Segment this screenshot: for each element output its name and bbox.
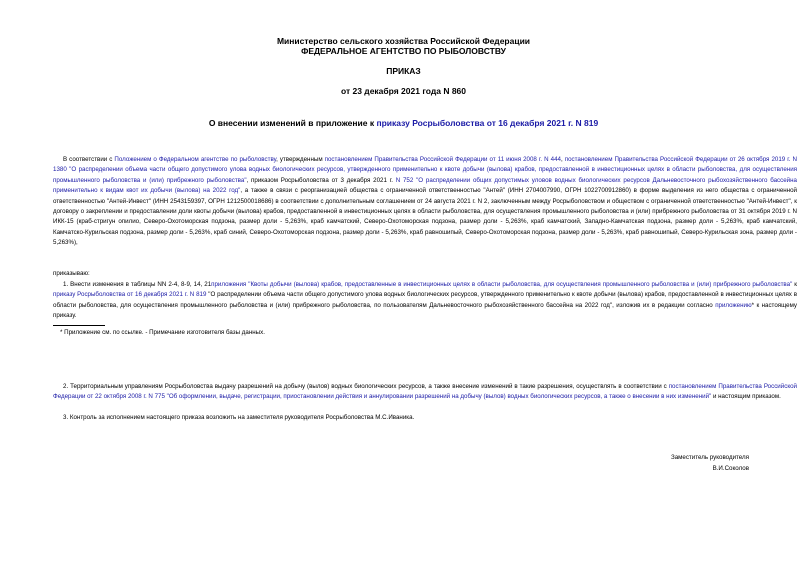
prikazyvayu-label: приказываю: (53, 270, 90, 277)
agency-title: ФЕДЕРАЛЬНОЕ АГЕНТСТВО ПО РЫБОЛОВСТВУ (301, 46, 506, 56)
item-1-text: 1. Внести изменения в таблицы NN 2-4, 8-9, 14, 21 (63, 281, 212, 288)
footnote-divider (53, 325, 105, 326)
preamble-paragraph (53, 155, 797, 249)
ministry-title: Министерство сельского хозяйства Российской Федерации (276, 36, 531, 46)
item-1-text: * к настоящему приказу. (53, 301, 797, 320)
item-2-text: 2. Территориальным управлениям Росрыболовства выдачу разрешений на добычу (вылов) водных биологических ресурсов, а также внесение изменений в такие разрешения, осуществлять в соответствии с (63, 383, 669, 390)
postanovlenie-444-link[interactable]: постановлением Правительства Российской Федерации от 11 июня 2008 г. N 444 (324, 156, 561, 163)
footnote: * Приложение см. по ссылке. - Примечание изготовителя базы данных. (60, 329, 265, 336)
signature-position: Заместитель руководителя (670, 454, 749, 461)
preamble-text: , приказом Росрыболовства от 3 декабря 2021 г. (246, 176, 396, 184)
item-1-text: "О распределении объема части общего допустимого улова водных биологических ресурсов, утвержденного применительно к квоте добычи (вылова) крабов, предоставленной в инвестиционных целях в области рыболовства, для осуществления промышленного рыболовства и (или) прибрежного рыболовства, по пользователям Дальневосточного рыбохозяйственного бассейна на 2022 год", изложив их в редакции согласно (53, 291, 798, 309)
item-1-text: к (792, 281, 797, 288)
postanovlenie-775-link[interactable]: постановлением Правительства Российской Федерации от 22 октября 2008 г. N 775 "Об оформлении, выдаче, регистрации, приостановлении действия и аннулировании разрешений на добычу (вылов) водных биологических ресурсов, а также о внесении в них изменений" (53, 383, 797, 401)
item-3-paragraph: 3. Контроль за исполнением настоящего приказа возложить на заместителя руководителя Росрыболовства М.С.Иваника. (63, 414, 415, 421)
prikaz-819-link[interactable]: приказу Росрыболовства от 16 декабря 2021 г. N 819 (53, 291, 207, 299)
preamble-text: , утвержденным (276, 156, 325, 163)
preamble-text: В соответствии с (63, 156, 115, 163)
subject-link[interactable]: приказу Росрыболовства от 16 декабря 2021 г. N 819 (376, 118, 599, 128)
item-1-paragraph (53, 280, 797, 322)
preamble-text: , а также в связи с реорганизацией общества с ограниченной ответственностью "Антей" (ИНН 2704007990, ОГРН 1022700912860) в форме выделения из него общества с ограниченной ответственностью "Антей-Инвест" (ИНН 2543159397, ОГРН 1212500018686) в соответствии с дополнительным соглашением от 24 августа 2021 г. N 2, заключенным между Росрыболовством и обществом с ограниченной ответственностью "Антей-Инвест", к договору о закреплении и предоставлении доли квоты добычи (вылова) крабов, предоставленной в инвестиционных целях в области рыболовства, для осуществления промышленного рыболовства и (или) прибрежного рыболовства от 31 октября 2019 г. N ИКК-15 (краб-стригун опилио, Северо-Охотоморская подзона, размер доли - 5,263%, краб камчатский, Северо-Охотоморская подзона, размер доли - 5,263%, краб камчатский, Западно-Камчатская подзона, размер доли - 5,263%, краб камчатский, Камчатско-Курильская подзона, размер доли - 5,263%, краб синий, Северо-Охотоморская подзона, размер доли - 5,263%, краб равношипый, Северо-Охотоморская подзона, размер доли - 5,263%, краб равношипый, Северо-Курильская зона, размер доли - 5,263%), (53, 187, 797, 247)
doc-subject (0, 118, 807, 128)
signature-name: В.И.Соколов (712, 465, 749, 472)
doc-date: от 23 декабря 2021 года N 860 (340, 86, 467, 96)
subject-text: О внесении изменений в приложение к (208, 118, 377, 128)
prilozhenie-kvoty-link[interactable]: приложения "Квоты добычи (вылова) крабов, предоставленные в инвестиционных целях в области рыболовства, для осуществления промышленного рыболовства и (или) прибрежного рыболовства" (211, 281, 793, 288)
postanovlenie-1380-link[interactable]: постановлением Правительства Российской Федерации от 26 октября 2019 г. N 1380 "О распределении объема части общего допустимого улова водных биологических ресурсов, утвержденного применительно к квоте добычи (вылова) крабов, предоставленной в инвестиционных целях в области рыболовства, для осуществления промышленного рыболовства и (или) прибрежного рыболовства" (53, 156, 797, 184)
doc-type: ПРИКАЗ (386, 66, 421, 76)
polozhenie-link[interactable]: Положением о Федеральном агентстве по рыболовству (114, 156, 277, 163)
prikaz-752-link[interactable]: N 752 "О распределении общих допустимых уловов водных биологических ресурсов Дальневосточного рыбохозяйственного бассейна применительно к видам квот их добычи (вылова) на 2022 год" (53, 176, 797, 195)
preamble-text: , (560, 156, 565, 163)
item-2-paragraph (53, 382, 797, 403)
prilozhenie-link[interactable]: приложению (715, 301, 752, 309)
item-2-text: и настоящим приказом. (711, 393, 781, 401)
